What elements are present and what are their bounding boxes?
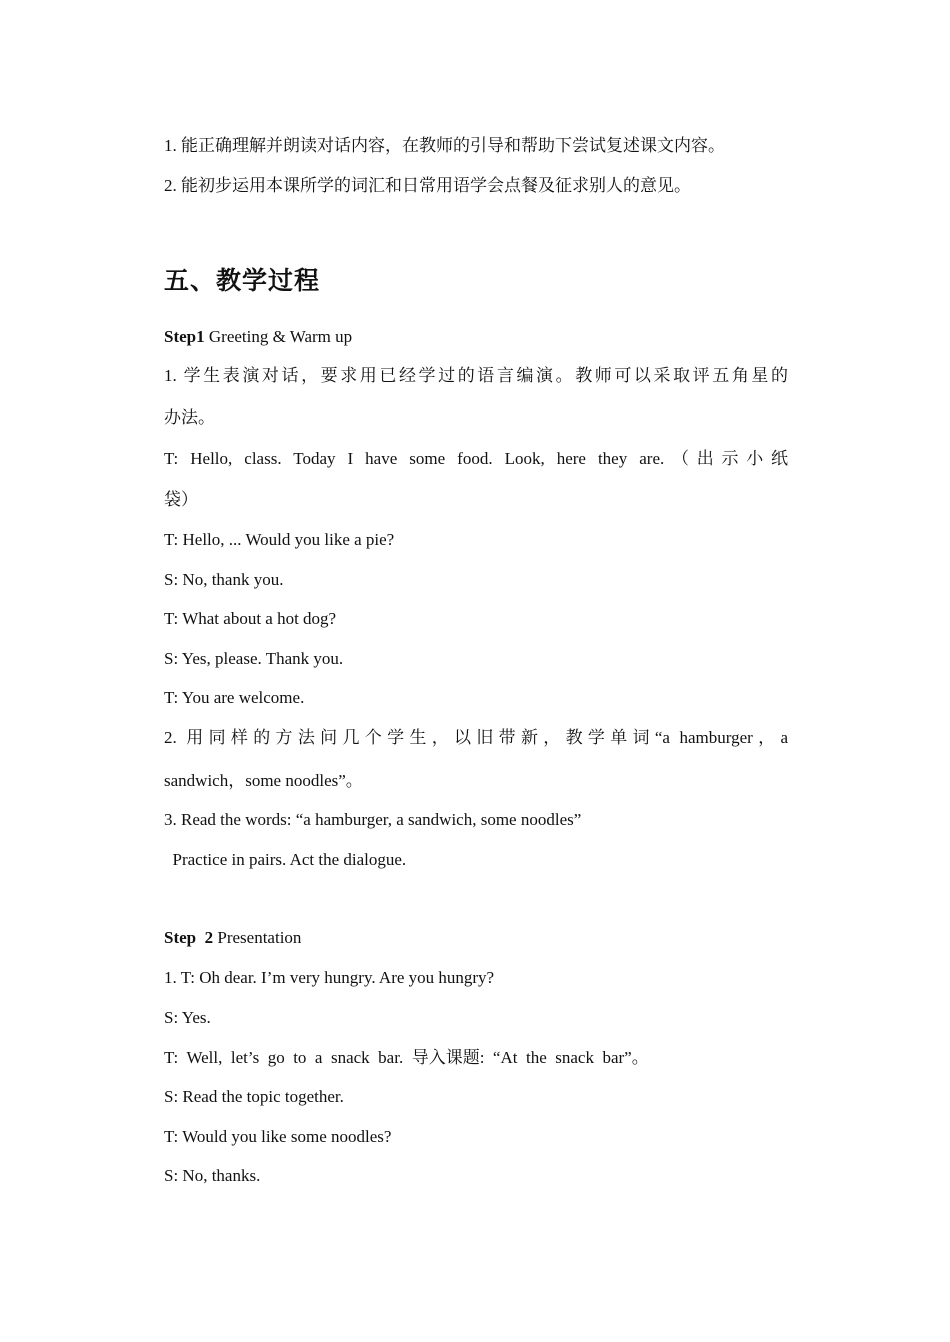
step2-title: Presentation: [213, 928, 302, 947]
step1-line: Practice in pairs. Act the dialogue.: [164, 850, 407, 869]
step2-line: S: No, thanks.: [164, 1166, 261, 1185]
objective-2: 2. 能初步运用本课所学的词汇和日常用语学会点餐及征求别人的意见。: [164, 176, 691, 195]
step2-line: S: Yes.: [164, 1008, 211, 1027]
step1-line: 办法。: [164, 408, 215, 427]
step1-line: T: Hello, ... Would you like a pie?: [164, 530, 395, 549]
step2-line: T: Would you like some noodles?: [164, 1127, 392, 1146]
step2-line: T: Well, let’s go to a snack bar. 导入课题: “At the snack bar”。: [164, 1048, 649, 1067]
step1-line: 袋）: [164, 490, 198, 509]
step2-line: 1. T: Oh dear. I’m very hungry. Are you hungry?: [164, 968, 495, 987]
step1-line: S: Yes, please. Thank you.: [164, 649, 344, 668]
step1-line: T: What about a hot dog?: [164, 609, 337, 628]
objective-1: 1. 能正确理解并朗读对话内容，在教师的引导和帮助下尝试复述课文内容。: [164, 136, 725, 155]
step1-line: S: No, thank you.: [164, 570, 284, 589]
step1-line: sandwich，some noodles”。: [164, 771, 363, 790]
step2-heading: [164, 926, 788, 950]
section-title: 五、教学过程: [164, 266, 321, 295]
step2-line: S: Read the topic together.: [164, 1087, 344, 1106]
step1-line: 1. 学生表演对话，要求用已经学过的语言编演。教师可以采取评五角星的: [164, 366, 788, 385]
step1-label: Step1: [164, 327, 205, 346]
step1-title: Greeting & Warm up: [204, 327, 353, 346]
step1-line: 2. 用同样的方法问几个学生，以旧带新，教学单词“a hamburger，a: [164, 728, 788, 747]
step1-line: T: You are welcome.: [164, 688, 305, 707]
step1-heading: [164, 325, 788, 349]
step2-label: Step 2: [164, 928, 214, 947]
step1-line: 3. Read the words: “a hamburger, a sandwich, some noodles”: [164, 810, 582, 829]
step1-line: T: Hello, class. Today I have some food. Look, here they are.（出示小纸: [164, 449, 788, 468]
